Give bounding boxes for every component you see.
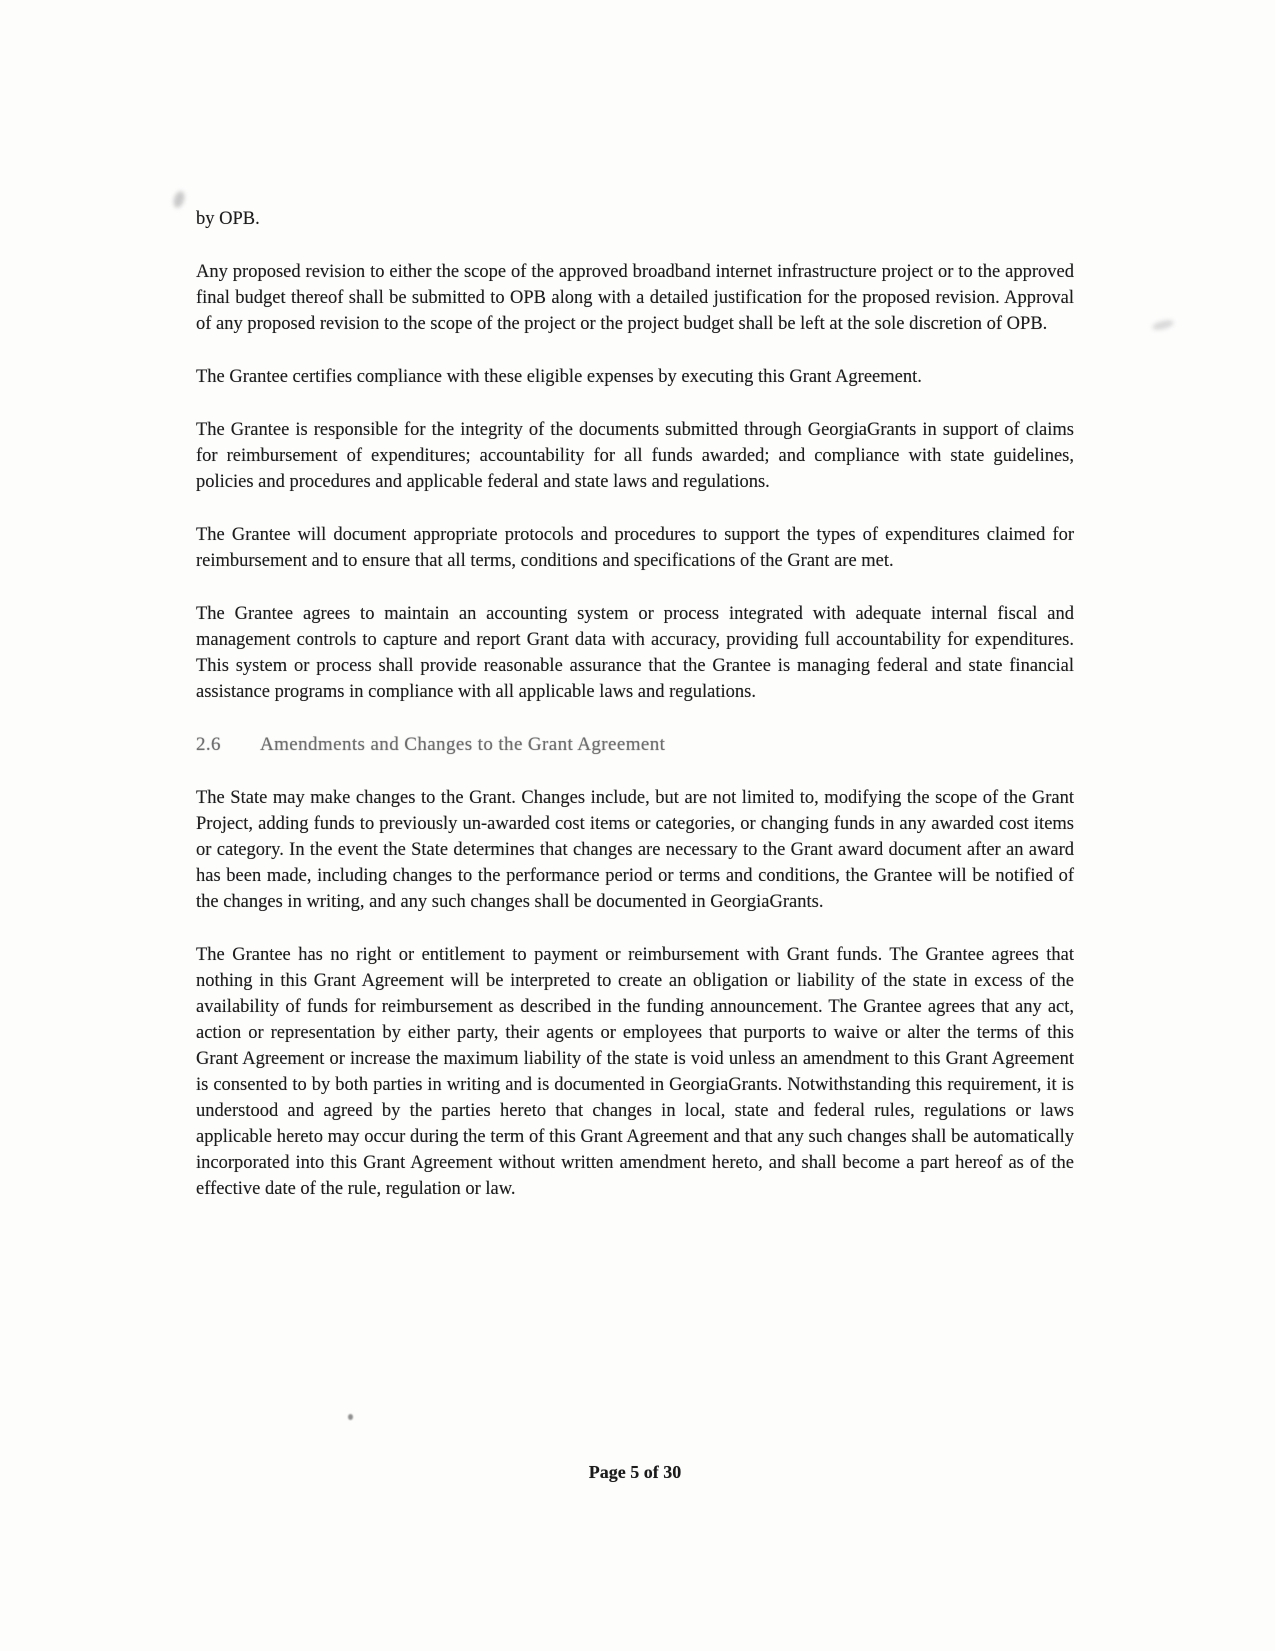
section-number: 2.6 — [196, 734, 221, 755]
page-content — [196, 206, 1074, 1229]
paragraph-continuation: by OPB. — [196, 209, 260, 229]
body-paragraph: The Grantee will document appropriate protocols and procedures to support the types of expenditures claimed for reimbursement and to ensure that all terms, conditions and specifications of the Grant are met. — [196, 525, 1074, 571]
body-paragraph: Any proposed revision to either the scope of the approved broadband internet infrastructure project or to the approved final budget thereof shall be submitted to OPB along with a detailed justification for the proposed revision. Approval of any proposed revision to the scope of the project or the project budget shall be left at the sole discretion of OPB. — [196, 262, 1074, 334]
body-paragraph: The Grantee is responsible for the integrity of the documents submitted through GeorgiaGrants in support of claims for reimbursement of expenditures; accountability for all funds awarded; and compliance with state guidelines, policies and procedures and applicable federal and state laws and regulations. — [196, 420, 1074, 492]
section-heading — [196, 732, 1074, 758]
page-number: Page 5 of 30 — [588, 1462, 682, 1482]
scan-artifact — [1151, 318, 1174, 331]
body-paragraph: The Grantee certifies compliance with these eligible expenses by executing this Grant Agreement. — [196, 367, 922, 387]
scan-artifact — [172, 190, 187, 209]
body-paragraph: The Grantee has no right or entitlement to payment or reimbursement with Grant funds. The Grantee agrees that nothing in this Grant Agreement will be interpreted to create an obligation or liability of the state in excess of the availability of funds for reimbursement as described in the funding announcement. The Grantee agrees that any act, action or representation by either party, their agents or employees that purports to waive or alter the terms of this Grant Agreement or increase the maximum liability of the state is void unless an amendment to this Grant Agreement is consented to by both parties in writing and is documented in GeorgiaGrants. Notwithstanding this requirement, it is understood and agreed by the parties hereto that changes in local, state and federal rules, regulations or laws applicable hereto may occur during the term of this Grant Agreement and that any such changes shall be automatically incorporated into this Grant Agreement without written amendment hereto, and shall become a part hereof as of the effective date of the rule, regulation or law. — [196, 945, 1074, 1199]
body-paragraph: The State may make changes to the Grant. Changes include, but are not limited to, modifying the scope of the Grant Project, adding funds to previously un-awarded cost items or categories, or changing funds in any awarded cost items or category. In the event the State determines that changes are necessary to the Grant award document after an award has been made, including changes to the performance period or terms and conditions, the Grantee will be notified of the changes in writing, and any such changes shall be documented in GeorgiaGrants. — [196, 788, 1074, 912]
body-paragraph: The Grantee agrees to maintain an accounting system or process integrated with adequate internal fiscal and management controls to capture and report Grant data with accuracy, providing full accountability for expenditures. This system or process shall provide reasonable assurance that the Grantee is managing federal and state financial assistance programs in compliance with all applicable laws and regulations. — [196, 604, 1074, 702]
scan-artifact — [348, 1414, 353, 1420]
section-title: Amendments and Changes to the Grant Agreement — [260, 734, 666, 755]
